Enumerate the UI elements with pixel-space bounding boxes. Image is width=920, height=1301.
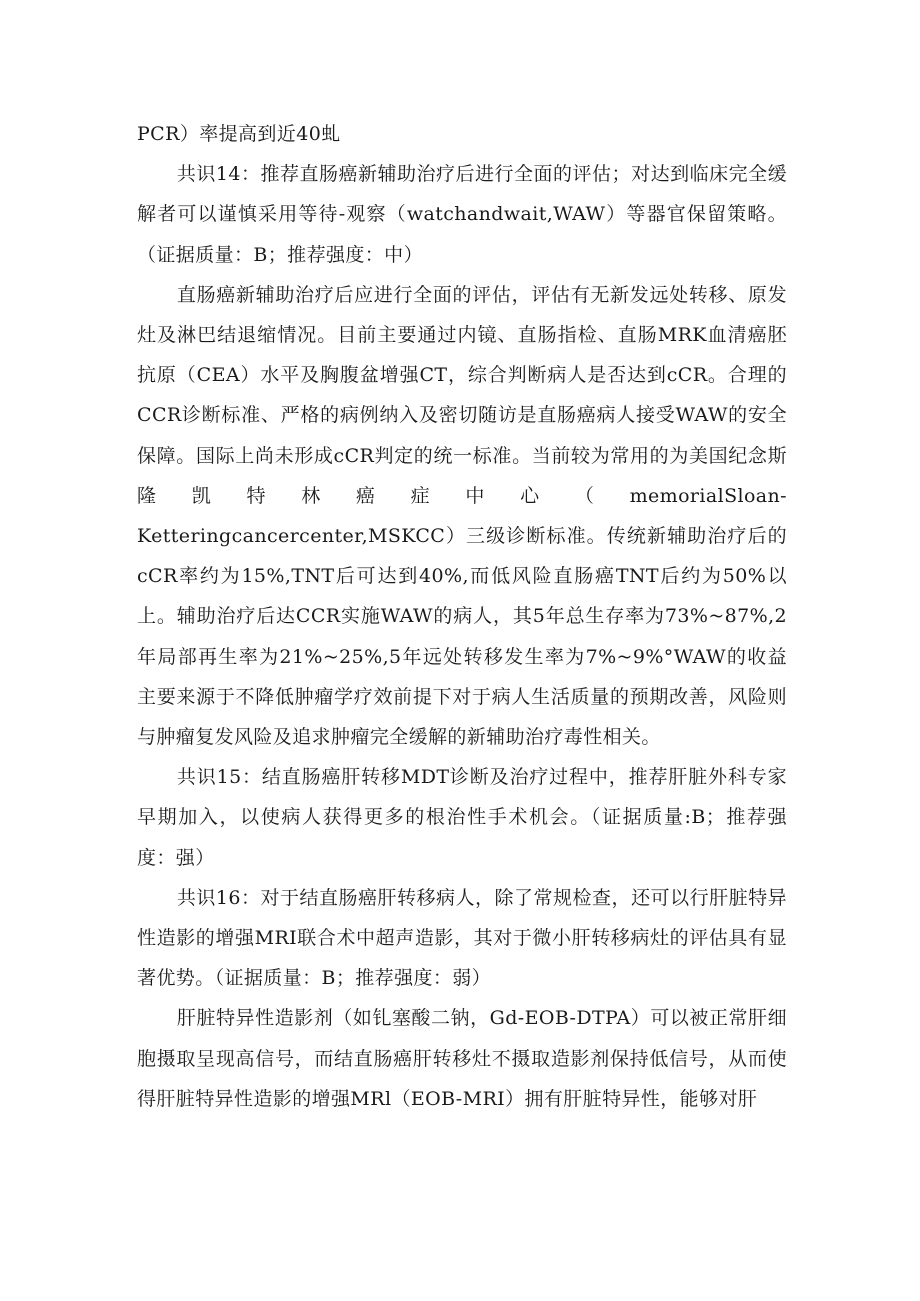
paragraph-continuation: PCR）率提高到近40虬 bbox=[137, 123, 341, 145]
document-body bbox=[137, 114, 787, 1119]
paragraph-evaluation-details: 直肠癌新辅助治疗后应进行全面的评估，评估有无新发远处转移、原发灶及淋巴结退缩情况。目前主要通过内镜、直肠指检、直肠MRK血清癌胚抗原（CEA）水平及胸腹盆增强CT，综合判断病人是否达到cCR。合理的CCR诊断标准、严格的病例纳入及密切随访是直肠癌病人接受WAW的安全保障。国际上尚未形成cCR判定的统一标准。当前较为常用的为美国纪念斯隆凯特林癌症中心（memorialSloan-Ketteringcancercenter,MSKCC）三级诊断标准。传统新辅助治疗后的cCR率约为15%,TNT后可达到40%,而低风险直肠癌TNT后约为50%以上。辅助治疗后达CCR实施WAW的病人，其5年总生存率为73%~87%,2年局部再生率为21%~25%,5年远处转移发生率为7%~9%°WAW的收益主要来源于不降低肿瘤学疗效前提下对于病人生活质量的预期改善，风险则与肿瘤复发风险及追求肿瘤完全缓解的新辅助治疗毒性相关。 bbox=[137, 283, 787, 749]
paragraph-consensus-14: 共识14：推荐直肠癌新辅助治疗后进行全面的评估；对达到临床完全缓解者可以谨慎采用等待-观察（watchandwait,WAW）等器官保留策略。（证据质量：B；推荐强度：中） bbox=[137, 163, 787, 266]
paragraph-contrast-agent: 肝脏特异性造影剂（如钆塞酸二钠，Gd-EOB-DTPA）可以被正常肝细胞摄取呈现高信号，而结直肠癌肝转移灶不摄取造影剂保持低信号，从而使得肝脏特异性造影的增强MRl（EOB-MRI）拥有肝脏特异性，能够对肝 bbox=[137, 1007, 787, 1110]
paragraph-consensus-16: 共识16：对于结直肠癌肝转移病人，除了常规检查，还可以行肝脏特异性造影的增强MRI联合术中超声造影，其对于微小肝转移病灶的评估具有显著优势。（证据质量：B；推荐强度：弱） bbox=[137, 886, 787, 990]
paragraph-consensus-15: 共识15：结直肠癌肝转移MDT诊断及治疗过程中，推荐肝脏外科专家早期加入，以使病人获得更多的根治性手术机会。（证据质量:B；推荐强度：强） bbox=[137, 766, 787, 869]
